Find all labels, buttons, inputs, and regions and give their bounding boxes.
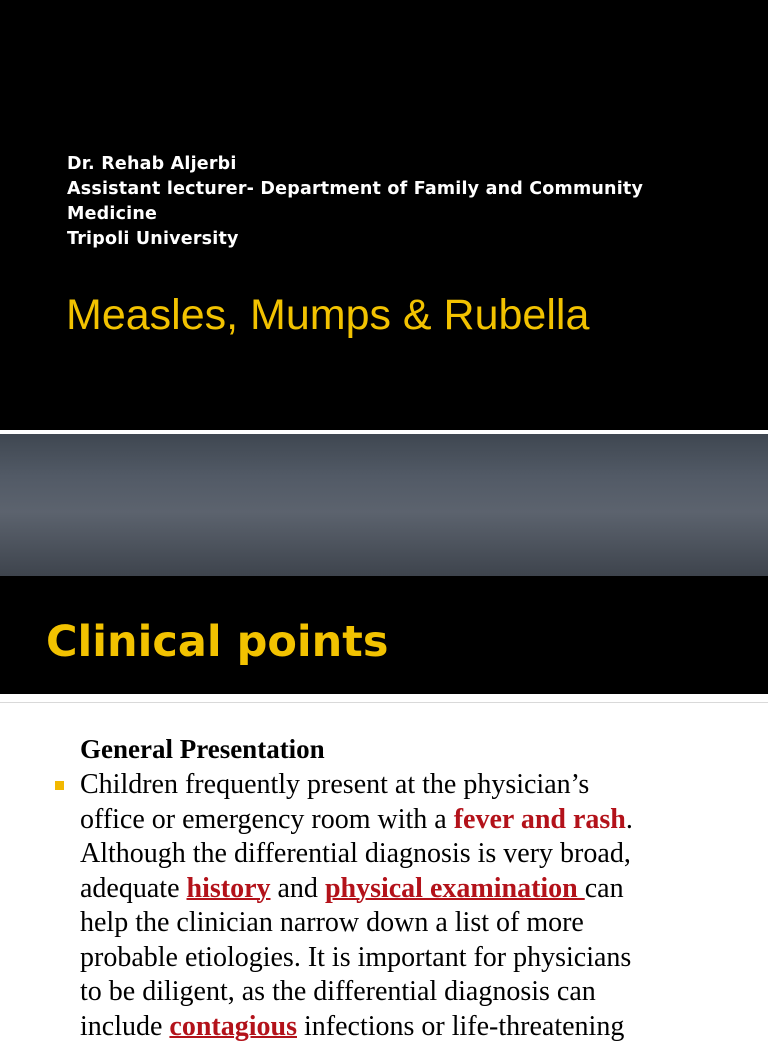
emphasis-fever-rash: fever and rash (454, 804, 626, 835)
body-line-8: include contagious infections or life-threatening (80, 1010, 740, 1044)
body-line-6: probable etiologies. It is important for physicians (80, 941, 740, 976)
body-text (80, 768, 740, 1044)
clinical-points-title: Clinical points (46, 612, 388, 672)
author-university: Tripoli University (67, 227, 757, 252)
body-line-7: to be diligent, as the differential diagnosis can (80, 975, 740, 1010)
slide-title: Measles, Mumps & Rubella (66, 285, 589, 345)
body-line-4: adequate history and physical examination can (80, 872, 740, 907)
emphasis-contagious: contagious (169, 1011, 297, 1042)
author-position-cont: Medicine (67, 202, 757, 227)
emphasis-physical-examination: physical examination (325, 873, 585, 904)
slide-border (0, 702, 768, 703)
slide-blank-gradient (0, 434, 768, 576)
bullet-square-icon (55, 781, 64, 790)
body-line-2: office or emergency room with a fever and rash. (80, 803, 740, 838)
emphasis-history: history (187, 873, 271, 904)
body-line-3: Although the differential diagnosis is very broad, (80, 837, 740, 872)
author-name: Dr. Rehab Aljerbi (67, 152, 757, 177)
body-line-5: help the clinician narrow down a list of more (80, 906, 740, 941)
body-line-1: Children frequently present at the physician’s (80, 768, 740, 803)
author-position: Assistant lecturer- Department of Family and Community (67, 177, 757, 202)
author-block (67, 152, 757, 252)
section-heading: General Presentation (80, 732, 325, 766)
